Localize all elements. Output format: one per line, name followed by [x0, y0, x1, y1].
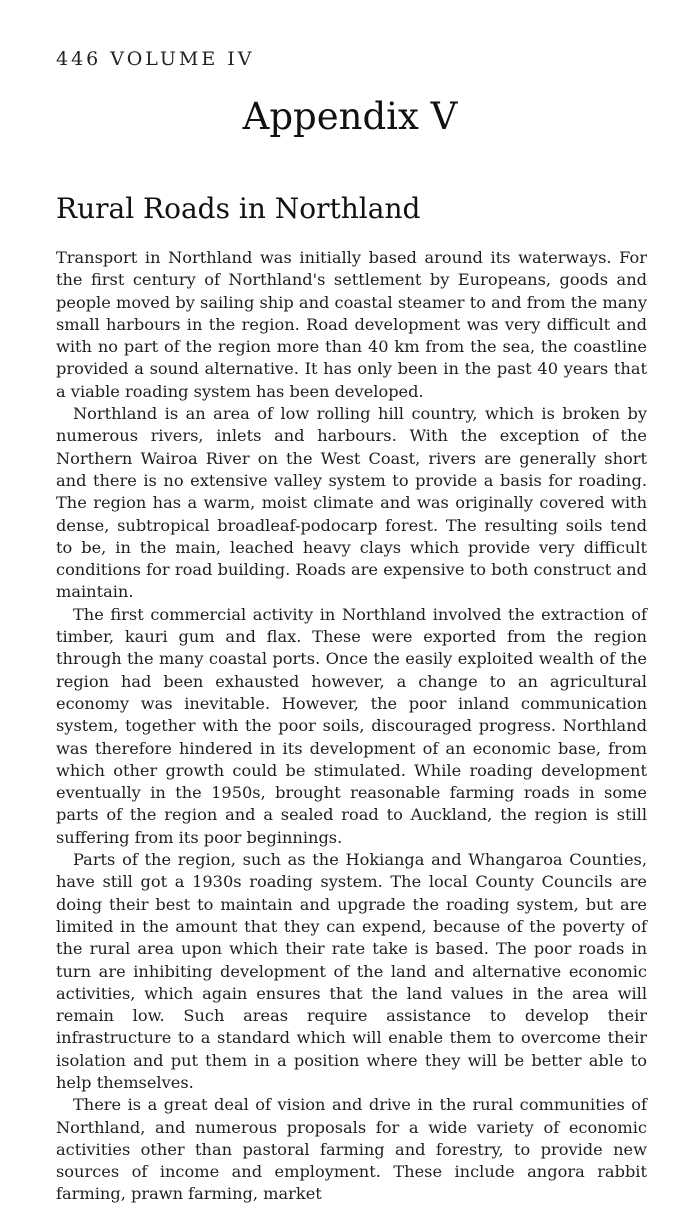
running-head: 446 VOLUME IV — [56, 48, 255, 70]
body-text — [56, 247, 647, 1206]
paragraph: Transport in Northland was initially based around its waterways. For the first century of Northland's settlement by Europeans, goods and people moved by sailing ship and coastal steamer to and from the many small harbours in the region. Road development was very difficult and with no part of the region more than 40 km from the sea, the coastline provided a sound alternative. It has only been in the past 40 years that a viable roading system has been developed. — [56, 248, 647, 401]
paragraph: Parts of the region, such as the Hokianga and Whangaroa Counties, have still got a 1930s roading system. The local County Councils are doing their best to maintain and upgrade the roading system, but are limited in the amount that they can expend, because of the poverty of the rural area upon which their rate take is based. The poor roads in turn are inhibiting development of the land and alternative economic activities, which again ensures that the land values in the area will remain low. Such areas require assistance to develop their infrastructure to a standard which will enable them to overcome their isolation and put them in a position where they will be better able to help themselves. — [56, 850, 647, 1092]
appendix-title: Appendix V — [242, 95, 458, 138]
section-title: Rural Roads in Northland — [56, 192, 421, 225]
paragraph: There is a great deal of vision and drive in the rural communities of Northland, and numerous proposals for a wide variety of economic activities other than pastoral farming and forestry, to provide new sources of income and employment. These include angora rabbit farming, prawn farming, market — [56, 1095, 647, 1204]
paragraph: Northland is an area of low rolling hill country, which is broken by numerous rivers, inlets and harbours. With the exception of the Northern Wairoa River on the West Coast, rivers are generally short and there is no extensive valley system to provide a basis for roading. The region has a warm, moist climate and was originally covered with dense, subtropical broadleaf-podocarp forest. The resulting soils tend to be, in the main, leached heavy clays which provide very difficult conditions for road building. Roads are expensive to both construct and maintain. — [56, 404, 647, 602]
paragraph: The first commercial activity in Northland involved the extraction of timber, kauri gum and flax. These were exported from the region through the many coastal ports. Once the easily exploited wealth of the region had been exhausted however, a change to an agricultural economy was inevitable. However, the poor inland communication system, together with the poor soils, discouraged progress. Northland was therefore hindered in its development of an economic base, from which other growth could be stimulated. While roading development eventually in the 1950s, brought reasonable farming roads in some parts of the region and a sealed road to Auckland, the region is still suffering from its poor beginnings. — [56, 604, 647, 847]
